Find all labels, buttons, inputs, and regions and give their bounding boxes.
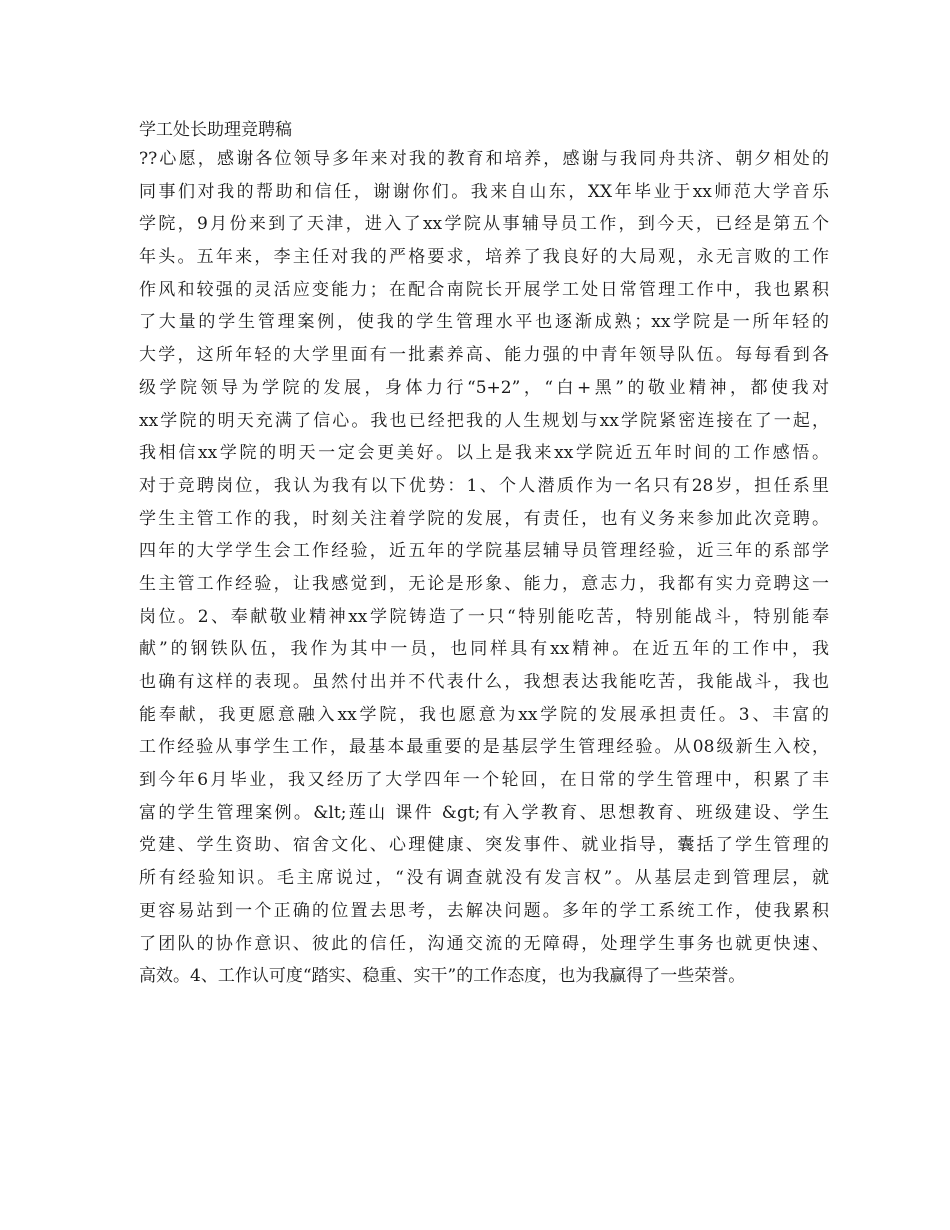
body-line: 我相信xx学院的明天一定会更美好。以上是我来xx学院近五年时间的工作感悟。 — [139, 443, 829, 464]
document-body — [139, 117, 829, 993]
body-line: 岗位。2、奉献敬业精神xx学院铸造了一只“特别能吃苦，特别能战斗，特别能奉 — [139, 606, 829, 627]
body-line: 党建、学生资助、宿舍文化、心理健康、突发事件、就业指导，囊括了学生管理的 — [139, 835, 829, 856]
body-line: 了团队的协作意识、彼此的信任，沟通交流的无障碍，处理学生事务也就更快速、 — [139, 933, 829, 954]
body-line: 献”的钢铁队伍，我作为其中一员，也同样具有xx精神。在近五年的工作中，我 — [139, 639, 829, 660]
body-line: 工作经验从事学生工作，最基本最重要的是基层学生管理经验。从08级新生入校， — [139, 737, 829, 758]
body-line: 到今年6月毕业，我又经历了大学四年一个轮回，在日常的学生管理中，积累了丰 — [139, 770, 829, 791]
body-line: 所有经验知识。毛主席说过，“没有调查就没有发言权”。从基层走到管理层，就 — [139, 868, 829, 889]
body-line: xx学院的明天充满了信心。我也已经把我的人生规划与xx学院紧密连接在了一起， — [139, 410, 829, 431]
body-line: 四年的大学学生会工作经验，近五年的学院基层辅导员管理经验，近三年的系部学 — [139, 541, 829, 562]
body-line: 大学，这所年轻的大学里面有一批素养高、能力强的中青年领导队伍。每每看到各 — [139, 345, 829, 366]
body-line: ??心愿，感谢各位领导多年来对我的教育和培养，感谢与我同舟共济、朝夕相处的 — [139, 149, 829, 169]
body-line: 对于竞聘岗位，我认为我有以下优势：1、个人潜质作为一名只有28岁，担任系里 — [139, 475, 829, 496]
body-line: 年头。五年来，李主任对我的严格要求，培养了我良好的大局观，永无言败的工作 — [139, 247, 829, 268]
body-line: 富的学生管理案例。&lt;莲山 课件 &gt;有入学教育、思想教育、班级建设、学生 — [139, 802, 829, 823]
body-line: 学院，9月份来到了天津，进入了xx学院从事辅导员工作，到今天，已经是第五个 — [139, 214, 829, 235]
body-line: 生主管工作经验，让我感觉到，无论是形象、能力，意志力，我都有实力竞聘这一 — [139, 573, 829, 594]
body-line: 作风和较强的灵活应变能力；在配合南院长开展学工处日常管理工作中，我也累积 — [139, 279, 829, 300]
body-line: 级学院领导为学院的发展，身体力行“5+2”，“白+黑”的敬业精神，都使我对 — [139, 377, 829, 398]
body-line: 高效。4、工作认可度“踏实、稳重、实干”的工作态度，也为我赢得了一些荣誉。 — [139, 966, 746, 987]
body-line: 也确有这样的表现。虽然付出并不代表什么，我想表达我能吃苦，我能战斗，我也 — [139, 672, 829, 692]
body-line: 同事们对我的帮助和信任，谢谢你们。我来自山东，XX年毕业于xx师范大学音乐 — [139, 181, 829, 202]
document-title: 学工处长助理竞聘稿 — [139, 120, 292, 140]
body-line: 了大量的学生管理案例，使我的学生管理水平也逐渐成熟；xx学院是一所年轻的 — [139, 312, 829, 333]
body-line: 更容易站到一个正确的位置去思考，去解决问题。多年的学工系统工作，使我累积 — [139, 900, 829, 921]
body-line: 学生主管工作的我，时刻关注着学院的发展，有责任，也有义务来参加此次竞聘。 — [139, 508, 829, 529]
body-line: 能奉献，我更愿意融入xx学院，我也愿意为xx学院的发展承担责任。3、丰富的 — [139, 704, 829, 725]
